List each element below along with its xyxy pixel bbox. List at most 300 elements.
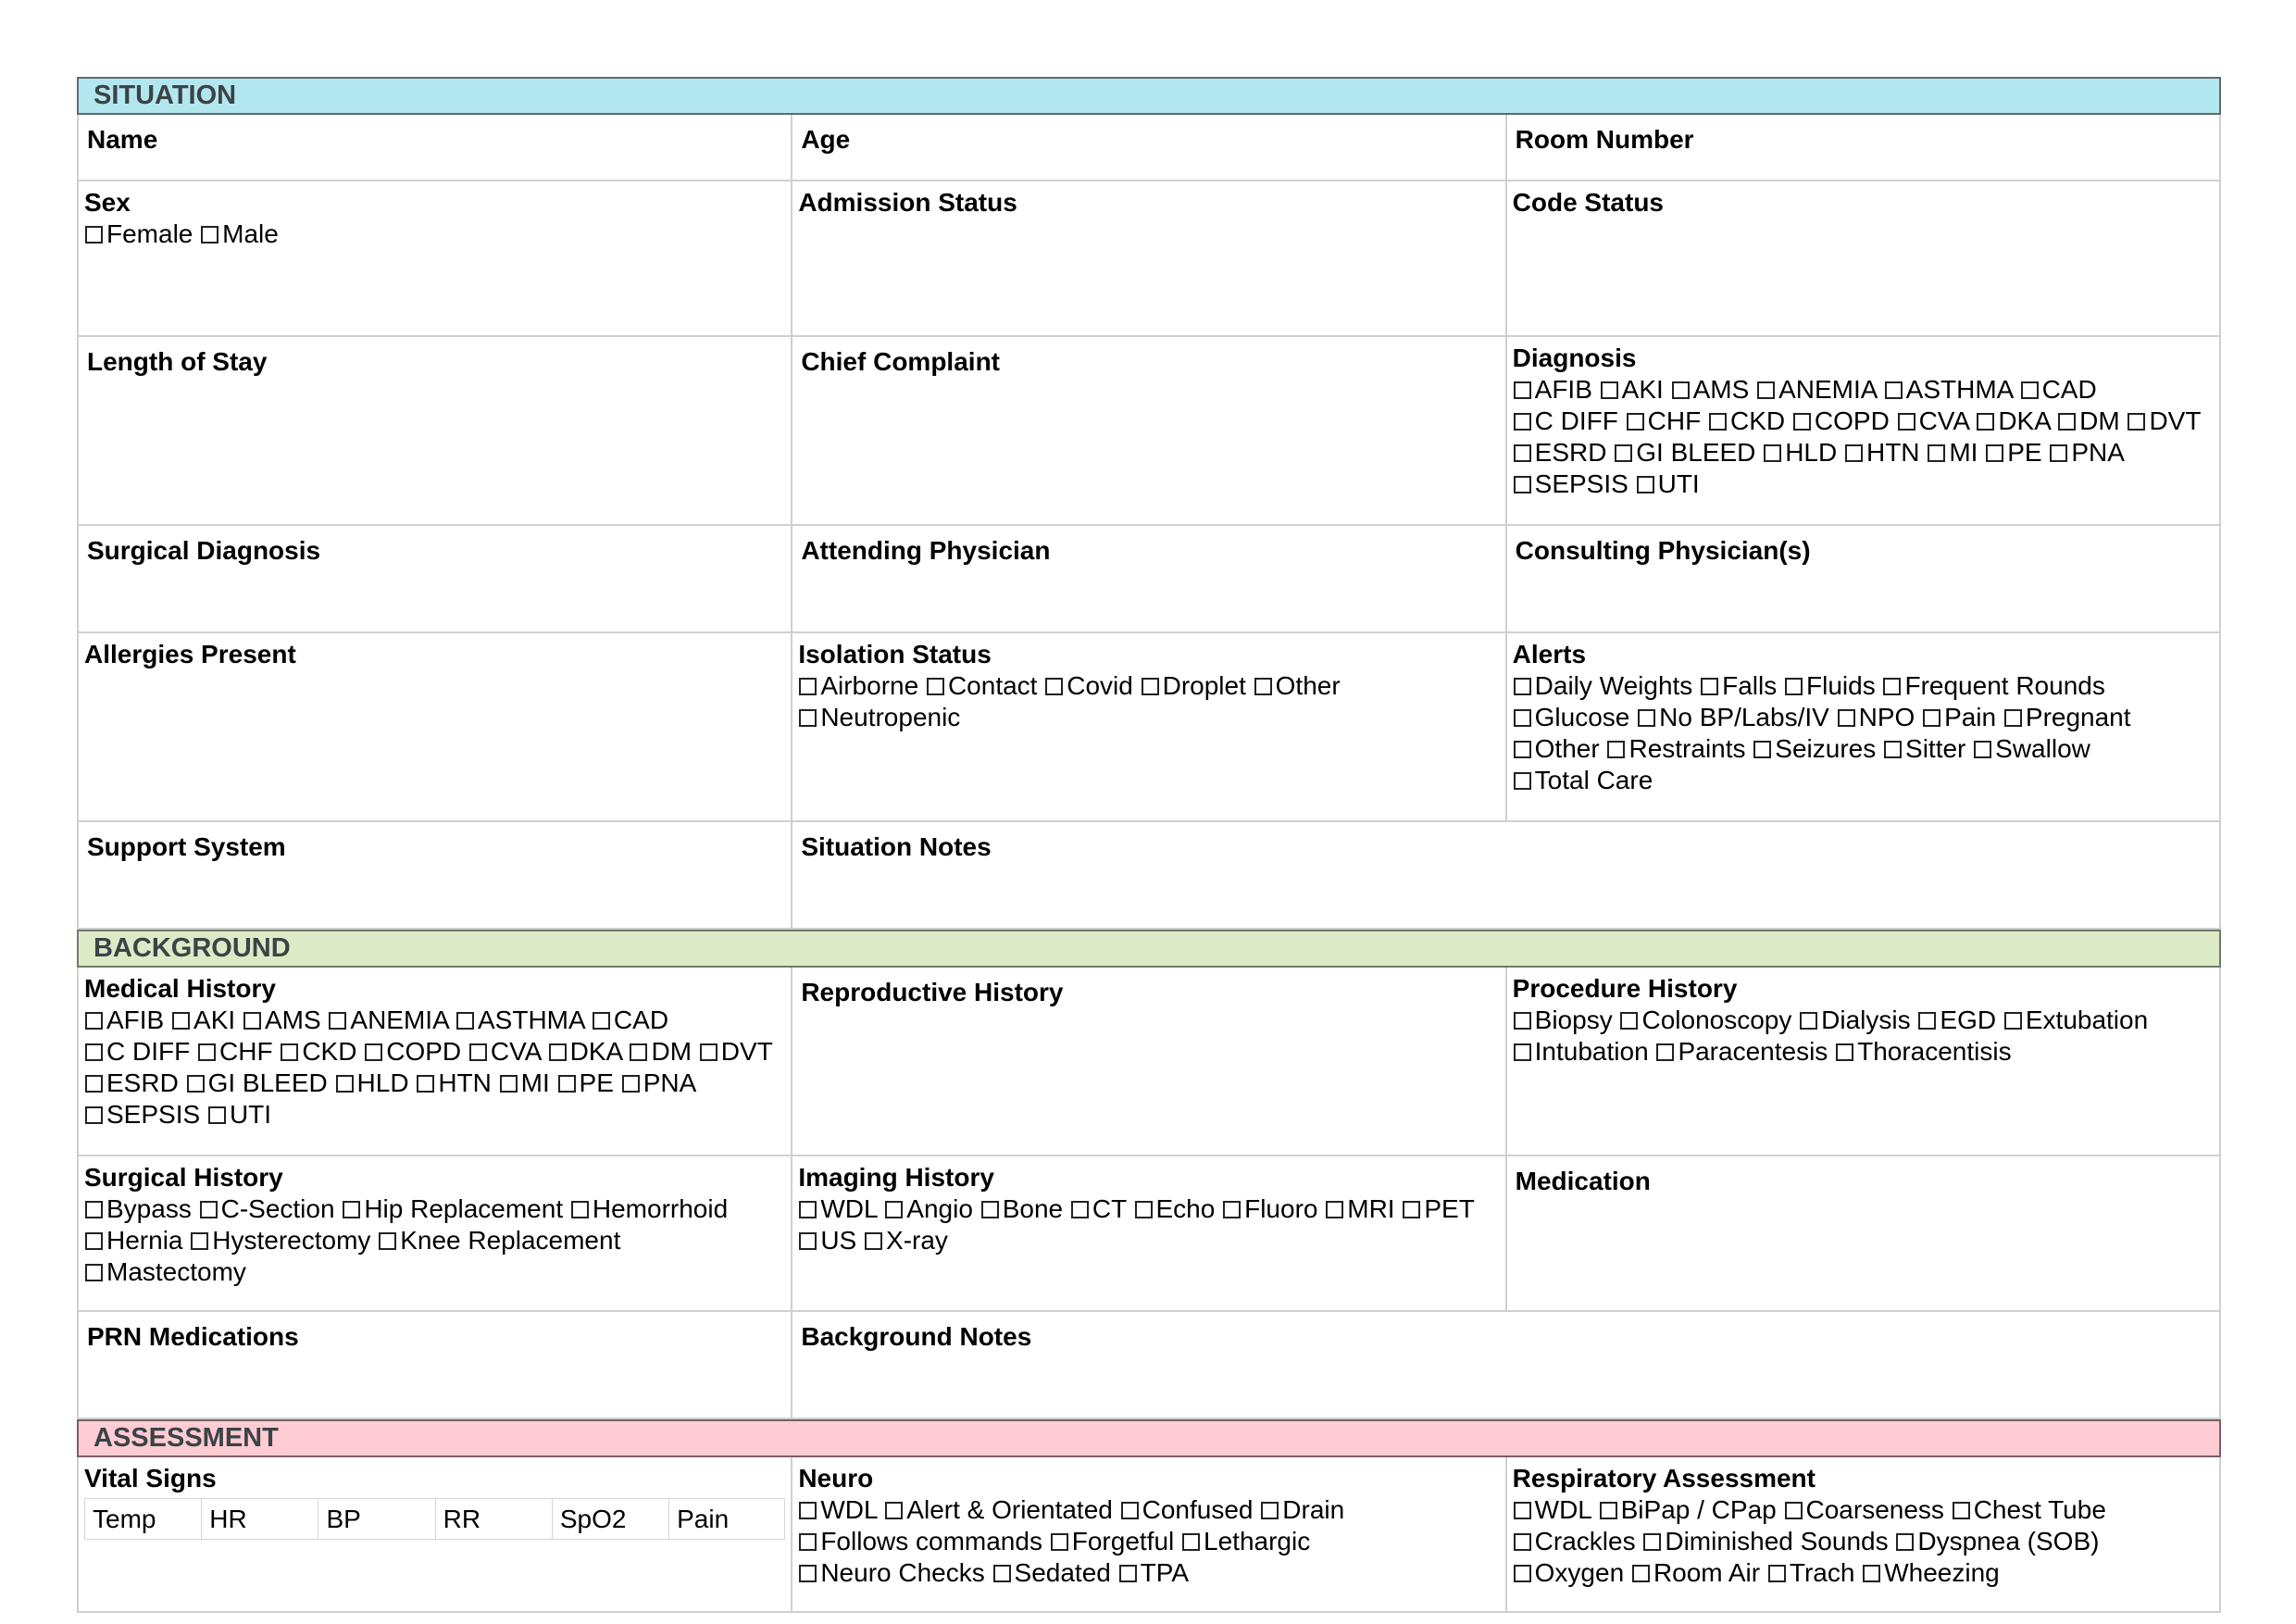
checkbox-icon[interactable] bbox=[1627, 413, 1644, 431]
checkbox-option-ams[interactable] bbox=[243, 1006, 321, 1034]
checkbox-icon[interactable] bbox=[1119, 1565, 1137, 1582]
checkbox-icon[interactable] bbox=[336, 1075, 354, 1093]
checkbox-icon[interactable] bbox=[191, 1232, 208, 1250]
checkbox-option-thoracentisis[interactable] bbox=[1835, 1037, 2012, 1066]
checkbox-label: Drain bbox=[1282, 1495, 1345, 1524]
checkbox-option-npo[interactable] bbox=[1837, 703, 1915, 731]
checkbox-option-c-diff[interactable] bbox=[1513, 406, 1618, 435]
checkbox-option-cad[interactable] bbox=[2020, 375, 2097, 404]
alerts-options bbox=[1513, 670, 2214, 796]
checkbox-option-afib[interactable] bbox=[1513, 375, 1592, 404]
checkbox-option-colonoscopy[interactable] bbox=[1619, 1006, 1791, 1034]
checkbox-option-afib[interactable] bbox=[84, 1006, 164, 1034]
checkbox-icon[interactable] bbox=[1045, 678, 1063, 695]
checkbox-option-ckd[interactable] bbox=[280, 1037, 356, 1066]
checkbox-option-pe[interactable] bbox=[1985, 438, 2041, 467]
checkbox-icon[interactable] bbox=[85, 1012, 103, 1030]
checkbox-label: Wheezing bbox=[1884, 1558, 2000, 1587]
checkbox-line bbox=[1513, 468, 2214, 500]
checkbox-icon[interactable] bbox=[549, 1043, 567, 1061]
checkbox-option-htn[interactable] bbox=[416, 1068, 492, 1097]
checkbox-icon[interactable] bbox=[558, 1075, 576, 1093]
checkbox-icon[interactable] bbox=[1884, 741, 1902, 758]
imaging-history-options bbox=[798, 1193, 1499, 1256]
checkbox-icon[interactable] bbox=[1514, 678, 1531, 695]
checkbox-icon[interactable] bbox=[85, 226, 103, 244]
checkbox-icon[interactable] bbox=[1768, 1565, 1786, 1582]
checkbox-option-ams[interactable] bbox=[1671, 375, 1750, 404]
checkbox-option-esrd[interactable] bbox=[1513, 438, 1607, 467]
vital-column-temp[interactable]: Temp bbox=[84, 1498, 201, 1540]
checkbox-icon[interactable] bbox=[1223, 1201, 1241, 1218]
checkbox-option-anemia[interactable] bbox=[328, 1006, 448, 1034]
checkbox-option-pna[interactable] bbox=[621, 1068, 697, 1097]
checkbox-icon[interactable] bbox=[1953, 1502, 1970, 1519]
checkbox-option-dvt[interactable] bbox=[2127, 406, 2201, 435]
checkbox-option-bipap-cpap[interactable] bbox=[1599, 1495, 1777, 1524]
code-status-field[interactable] bbox=[1507, 181, 2221, 337]
checkbox-icon[interactable] bbox=[799, 678, 817, 695]
checkbox-option-no-bp-labs-iv[interactable] bbox=[1637, 703, 1829, 731]
situation-notes-label: Situation Notes bbox=[801, 832, 992, 861]
checkbox-icon[interactable] bbox=[799, 709, 817, 727]
checkbox-icon[interactable] bbox=[1514, 741, 1531, 758]
support-system-field[interactable] bbox=[79, 822, 792, 930]
checkbox-option-hernia[interactable] bbox=[84, 1226, 182, 1255]
medical-history-label: Medical History bbox=[84, 974, 276, 1003]
surgical-diagnosis-label: Surgical Diagnosis bbox=[87, 536, 321, 565]
checkbox-icon[interactable] bbox=[1883, 678, 1901, 695]
checkbox-icon[interactable] bbox=[1261, 1502, 1279, 1519]
checkbox-option-pna[interactable] bbox=[2049, 438, 2125, 467]
checkbox-option-total-care[interactable] bbox=[1513, 766, 1653, 794]
checkbox-option-forgetful[interactable] bbox=[1050, 1527, 1175, 1555]
checkbox-icon[interactable] bbox=[187, 1075, 205, 1093]
checkbox-icon[interactable] bbox=[1656, 1043, 1674, 1061]
checkbox-option-chest-tube[interactable] bbox=[1952, 1495, 2106, 1524]
checkbox-icon[interactable] bbox=[1974, 741, 1991, 758]
checkbox-option-c-section[interactable] bbox=[199, 1194, 335, 1223]
checkbox-option-fluids[interactable] bbox=[1784, 671, 1876, 700]
checkbox-label: HLD bbox=[1785, 438, 1838, 467]
checkbox-icon[interactable] bbox=[85, 1043, 103, 1061]
name-label: Name bbox=[87, 125, 158, 154]
checkbox-label: C-Section bbox=[220, 1194, 335, 1223]
checkbox-icon[interactable] bbox=[1514, 772, 1531, 790]
checkbox-option-bypass[interactable] bbox=[84, 1194, 192, 1223]
situation-notes-field[interactable] bbox=[792, 822, 2221, 930]
checkbox-option-hld[interactable] bbox=[335, 1068, 409, 1097]
chief-complaint-label: Chief Complaint bbox=[801, 347, 1000, 376]
checkbox-icon[interactable] bbox=[1514, 1533, 1531, 1551]
checkbox-icon[interactable] bbox=[885, 1201, 903, 1218]
checkbox-icon[interactable] bbox=[1615, 444, 1632, 462]
checkbox-icon[interactable] bbox=[1326, 1201, 1343, 1218]
checkbox-option-uti[interactable] bbox=[207, 1100, 271, 1129]
diagnosis-options bbox=[1513, 374, 2214, 500]
checkbox-label: Hemorrhoid bbox=[592, 1194, 729, 1223]
checkbox-option-copd[interactable] bbox=[1792, 406, 1890, 435]
checkbox-option-fluoro[interactable] bbox=[1222, 1194, 1317, 1223]
checkbox-icon[interactable] bbox=[329, 1012, 346, 1030]
checkbox-icon[interactable] bbox=[1928, 444, 1945, 462]
checkbox-label: CHF bbox=[1647, 406, 1702, 435]
checkbox-label: NPO bbox=[1858, 703, 1915, 731]
checkbox-icon[interactable] bbox=[1607, 741, 1625, 758]
checkbox-icon[interactable] bbox=[1836, 1043, 1853, 1061]
checkbox-icon[interactable] bbox=[1800, 1012, 1817, 1030]
checkbox-label: CVA bbox=[1918, 406, 1969, 435]
checkbox-label: Other bbox=[1534, 734, 1600, 763]
prn-medications-field[interactable] bbox=[79, 1312, 792, 1419]
checkbox-icon[interactable] bbox=[1918, 1012, 1936, 1030]
checkbox-option-extubation[interactable] bbox=[2003, 1006, 2148, 1034]
checkbox-option-dialysis[interactable] bbox=[1799, 1006, 1910, 1034]
checkbox-option-covid[interactable] bbox=[1044, 671, 1133, 700]
checkbox-option-c-diff[interactable] bbox=[84, 1037, 190, 1066]
checkbox-icon[interactable] bbox=[1514, 1012, 1531, 1030]
checkbox-option-uti[interactable] bbox=[1636, 469, 1700, 498]
checkbox-option-sitter[interactable] bbox=[1883, 734, 1965, 763]
checkbox-option-knee-replacement[interactable] bbox=[378, 1226, 620, 1255]
checkbox-option-echo[interactable] bbox=[1134, 1194, 1216, 1223]
checkbox-icon[interactable] bbox=[1514, 709, 1531, 727]
checkbox-icon[interactable] bbox=[1637, 476, 1654, 493]
checkbox-icon[interactable] bbox=[1514, 413, 1531, 431]
checkbox-label: Confused bbox=[1142, 1495, 1254, 1524]
checkbox-icon[interactable] bbox=[622, 1075, 640, 1093]
checkbox-icon[interactable] bbox=[1709, 413, 1727, 431]
checkbox-label: PE bbox=[2007, 438, 2042, 467]
checkbox-option-aki[interactable] bbox=[171, 1006, 235, 1034]
checkbox-icon[interactable] bbox=[1701, 678, 1718, 695]
checkbox-option-biopsy[interactable] bbox=[1513, 1006, 1613, 1034]
checkbox-option-pet[interactable] bbox=[1402, 1194, 1474, 1223]
checkbox-icon[interactable] bbox=[200, 1201, 218, 1218]
checkbox-option-tpa[interactable] bbox=[1118, 1558, 1189, 1587]
reproductive-history-field[interactable] bbox=[792, 968, 1506, 1156]
checkbox-icon[interactable] bbox=[1601, 381, 1618, 399]
checkbox-label: Chest Tube bbox=[1973, 1495, 2106, 1524]
medication-field[interactable] bbox=[1507, 1156, 2221, 1312]
checkbox-option-dyspnea-sob[interactable] bbox=[1895, 1527, 2099, 1555]
checkbox-option-wdl[interactable] bbox=[798, 1495, 877, 1524]
checkbox-label: Other bbox=[1275, 671, 1341, 700]
admission-status-field[interactable] bbox=[792, 181, 1506, 337]
respiratory-assessment-label: Respiratory Assessment bbox=[1512, 1464, 1816, 1493]
checkbox-icon[interactable] bbox=[343, 1201, 360, 1218]
checkbox-icon[interactable] bbox=[1898, 413, 1915, 431]
checkbox-option-sepsis[interactable] bbox=[1513, 469, 1628, 498]
checkbox-option-ckd[interactable] bbox=[1708, 406, 1785, 435]
checkbox-line bbox=[84, 1225, 785, 1256]
checkbox-icon[interactable] bbox=[243, 1012, 261, 1030]
checkbox-icon[interactable] bbox=[1514, 476, 1531, 493]
checkbox-option-dvt[interactable] bbox=[699, 1037, 773, 1066]
checkbox-icon[interactable] bbox=[85, 1106, 103, 1124]
checkbox-icon[interactable] bbox=[1753, 741, 1771, 758]
chief-complaint-field[interactable] bbox=[792, 337, 1506, 526]
checkbox-label: Intubation bbox=[1534, 1037, 1649, 1066]
room-number-field[interactable] bbox=[1507, 115, 2221, 181]
checkbox-option-restraints[interactable] bbox=[1606, 734, 1745, 763]
checkbox-option-gi-bleed[interactable] bbox=[186, 1068, 328, 1097]
checkbox-icon[interactable] bbox=[1142, 678, 1159, 695]
checkbox-option-wheezing[interactable] bbox=[1862, 1558, 2000, 1587]
checkbox-line bbox=[84, 1036, 785, 1068]
checkbox-icon[interactable] bbox=[201, 226, 218, 244]
checkbox-icon[interactable] bbox=[1885, 381, 1903, 399]
checkbox-icon[interactable] bbox=[1632, 1565, 1650, 1582]
checkbox-icon[interactable] bbox=[1863, 1565, 1880, 1582]
checkbox-option-dka[interactable] bbox=[1976, 406, 2050, 435]
checkbox-option-trach[interactable] bbox=[1767, 1558, 1855, 1587]
checkbox-option-wdl[interactable] bbox=[798, 1194, 877, 1223]
checkbox-option-dm[interactable] bbox=[2057, 406, 2120, 435]
checkbox-option-ct[interactable] bbox=[1070, 1194, 1127, 1223]
checkbox-icon[interactable] bbox=[417, 1075, 434, 1093]
checkbox-label: Mastectomy bbox=[106, 1257, 246, 1286]
checkbox-option-dm[interactable] bbox=[629, 1037, 692, 1066]
checkbox-option-neutropenic[interactable] bbox=[798, 703, 960, 731]
checkbox-label: CHF bbox=[219, 1037, 273, 1066]
checkbox-icon[interactable] bbox=[799, 1533, 817, 1551]
checkbox-label: Lethargic bbox=[1204, 1527, 1311, 1555]
checkbox-icon[interactable] bbox=[2128, 413, 2145, 431]
checkbox-option-cva[interactable] bbox=[468, 1037, 541, 1066]
checkbox-icon[interactable] bbox=[1986, 444, 2003, 462]
checkbox-label: Female bbox=[106, 219, 193, 248]
checkbox-icon[interactable] bbox=[700, 1043, 718, 1061]
checkbox-icon[interactable] bbox=[630, 1043, 647, 1061]
checkbox-option-drain[interactable] bbox=[1260, 1495, 1344, 1524]
checkbox-icon[interactable] bbox=[198, 1043, 216, 1061]
checkbox-icon[interactable] bbox=[500, 1075, 518, 1093]
attending-physician-field[interactable] bbox=[792, 526, 1506, 633]
checkbox-option-pe[interactable] bbox=[557, 1068, 614, 1097]
checkbox-option-sepsis[interactable] bbox=[84, 1100, 200, 1129]
situation-row-4 bbox=[77, 526, 2221, 633]
checkbox-icon[interactable] bbox=[799, 1201, 817, 1218]
checkbox-option-follows-commands[interactable] bbox=[798, 1527, 1042, 1555]
checkbox-label: ESRD bbox=[106, 1068, 179, 1097]
checkbox-icon[interactable] bbox=[85, 1264, 103, 1281]
checkbox-option-angio[interactable] bbox=[884, 1194, 973, 1223]
checkbox-icon[interactable] bbox=[1793, 413, 1811, 431]
checkbox-icon[interactable] bbox=[1514, 1565, 1531, 1582]
checkbox-label: Knee Replacement bbox=[400, 1226, 621, 1255]
vital-column-spo2[interactable]: SpO2 bbox=[552, 1498, 668, 1540]
checkbox-icon[interactable] bbox=[1121, 1502, 1139, 1519]
neuro-options bbox=[798, 1494, 1499, 1589]
checkbox-option-swallow[interactable] bbox=[1973, 734, 2090, 763]
checkbox-option-cad[interactable] bbox=[592, 1006, 668, 1034]
checkbox-icon[interactable] bbox=[1672, 381, 1690, 399]
checkbox-icon[interactable] bbox=[593, 1012, 610, 1030]
checkbox-option-chf[interactable] bbox=[197, 1037, 273, 1066]
checkbox-icon[interactable] bbox=[1514, 444, 1531, 462]
checkbox-label: GI BLEED bbox=[1636, 438, 1756, 467]
checkbox-icon[interactable] bbox=[85, 1075, 103, 1093]
checkbox-option-seizures[interactable] bbox=[1753, 734, 1876, 763]
checkbox-icon[interactable] bbox=[379, 1232, 396, 1250]
checkbox-icon[interactable] bbox=[2004, 709, 2022, 727]
checkbox-option-anemia[interactable] bbox=[1756, 375, 1877, 404]
checkbox-option-mi[interactable] bbox=[1927, 438, 1978, 467]
checkbox-option-contact[interactable] bbox=[926, 671, 1038, 700]
vital-column-rr[interactable]: RR bbox=[435, 1498, 552, 1540]
situation-row-2 bbox=[77, 181, 2221, 337]
checkbox-option-asthma[interactable] bbox=[455, 1006, 584, 1034]
checkbox-option-copd[interactable] bbox=[364, 1037, 461, 1066]
checkbox-option-mi[interactable] bbox=[499, 1068, 550, 1097]
checkbox-icon[interactable] bbox=[1764, 444, 1781, 462]
checkbox-option-coarseness[interactable] bbox=[1784, 1495, 1944, 1524]
checkbox-icon[interactable] bbox=[1051, 1533, 1068, 1551]
checkbox-option-falls[interactable] bbox=[1700, 671, 1777, 700]
checkbox-icon[interactable] bbox=[469, 1043, 487, 1061]
checkbox-line bbox=[798, 1526, 1499, 1557]
checkbox-label: COPD bbox=[386, 1037, 462, 1066]
checkbox-icon[interactable] bbox=[799, 1502, 817, 1519]
checkbox-option-dka[interactable] bbox=[548, 1037, 622, 1066]
checkbox-icon[interactable] bbox=[1254, 678, 1272, 695]
checkbox-option-confused[interactable] bbox=[1120, 1495, 1254, 1524]
checkbox-option-pregnant[interactable] bbox=[2003, 703, 2131, 731]
checkbox-option-pain[interactable] bbox=[1922, 703, 1996, 731]
checkbox-option-daily-weights[interactable] bbox=[1513, 671, 1693, 700]
checkbox-option-female[interactable] bbox=[84, 219, 193, 248]
checkbox-icon[interactable] bbox=[885, 1502, 903, 1519]
checkbox-label: AKI bbox=[193, 1006, 236, 1034]
checkbox-option-diminished-sounds[interactable] bbox=[1642, 1527, 1888, 1555]
checkbox-option-sedated[interactable] bbox=[992, 1558, 1111, 1587]
checkbox-option-egd[interactable] bbox=[1917, 1006, 1996, 1034]
checkbox-option-us[interactable] bbox=[798, 1226, 856, 1255]
checkbox-icon[interactable] bbox=[1923, 709, 1940, 727]
checkbox-icon[interactable] bbox=[281, 1043, 298, 1061]
checkbox-icon[interactable] bbox=[799, 1565, 817, 1582]
checkbox-icon[interactable] bbox=[208, 1106, 226, 1124]
checkbox-option-wdl[interactable] bbox=[1513, 1495, 1591, 1524]
checkbox-icon[interactable] bbox=[1977, 413, 1994, 431]
checkbox-option-neuro-checks[interactable] bbox=[798, 1558, 984, 1587]
checkbox-icon[interactable] bbox=[1403, 1201, 1420, 1218]
checkbox-option-esrd[interactable] bbox=[84, 1068, 179, 1097]
checkbox-option-other[interactable] bbox=[1513, 734, 1600, 763]
checkbox-icon[interactable] bbox=[1896, 1533, 1914, 1551]
checkbox-icon[interactable] bbox=[2021, 381, 2039, 399]
checkbox-option-mastectomy[interactable] bbox=[84, 1257, 246, 1286]
checkbox-icon[interactable] bbox=[1600, 1502, 1617, 1519]
checkbox-icon[interactable] bbox=[865, 1232, 882, 1250]
checkbox-icon[interactable] bbox=[2058, 413, 2076, 431]
checkbox-icon[interactable] bbox=[799, 1232, 817, 1250]
checkbox-option-airborne[interactable] bbox=[798, 671, 918, 700]
age-field[interactable] bbox=[792, 115, 1506, 181]
checkbox-option-droplet[interactable] bbox=[1141, 671, 1246, 700]
surgical-diagnosis-field[interactable] bbox=[79, 526, 792, 633]
checkbox-option-bone[interactable] bbox=[980, 1194, 1063, 1223]
checkbox-option-alert-orientated[interactable] bbox=[884, 1495, 1113, 1524]
name-field[interactable] bbox=[79, 115, 792, 181]
checkbox-option-gi-bleed[interactable] bbox=[1614, 438, 1755, 467]
checkbox-icon[interactable] bbox=[85, 1232, 103, 1250]
vital-column-hr[interactable]: HR bbox=[201, 1498, 318, 1540]
checkbox-icon[interactable] bbox=[1785, 678, 1803, 695]
checkbox-icon[interactable] bbox=[1845, 444, 1863, 462]
checkbox-icon[interactable] bbox=[172, 1012, 190, 1030]
checkbox-icon[interactable] bbox=[1182, 1533, 1200, 1551]
checkbox-icon[interactable] bbox=[1071, 1201, 1089, 1218]
checkbox-option-male[interactable] bbox=[200, 219, 279, 248]
checkbox-option-chf[interactable] bbox=[1626, 406, 1702, 435]
checkbox-icon[interactable] bbox=[365, 1043, 382, 1061]
checkbox-option-cva[interactable] bbox=[1897, 406, 1969, 435]
checkbox-option-other[interactable] bbox=[1254, 671, 1341, 700]
checkbox-icon[interactable] bbox=[1514, 381, 1531, 399]
checkbox-option-paracentesis[interactable] bbox=[1655, 1037, 1828, 1066]
checkbox-option-frequent-rounds[interactable] bbox=[1882, 671, 2104, 700]
checkbox-option-mri[interactable] bbox=[1325, 1194, 1394, 1223]
checkbox-option-asthma[interactable] bbox=[1884, 375, 2013, 404]
checkbox-option-lethargic[interactable] bbox=[1181, 1527, 1310, 1555]
checkbox-option-intubation[interactable] bbox=[1513, 1037, 1649, 1066]
checkbox-icon[interactable] bbox=[1514, 1043, 1531, 1061]
allergies-field[interactable] bbox=[79, 633, 792, 822]
checkbox-icon[interactable] bbox=[1514, 1502, 1531, 1519]
checkbox-icon[interactable] bbox=[456, 1012, 474, 1030]
checkbox-option-x-ray[interactable] bbox=[864, 1226, 948, 1255]
checkbox-option-hemorrhoid[interactable] bbox=[570, 1194, 728, 1223]
checkbox-label: X-ray bbox=[886, 1226, 948, 1255]
vital-column-bp[interactable]: BP bbox=[318, 1498, 434, 1540]
checkbox-option-glucose[interactable] bbox=[1513, 703, 1630, 731]
checkbox-line bbox=[798, 670, 1499, 702]
checkbox-option-hysterectomy[interactable] bbox=[190, 1226, 370, 1255]
checkbox-icon[interactable] bbox=[993, 1565, 1011, 1582]
checkbox-option-room-air[interactable] bbox=[1631, 1558, 1760, 1587]
checkbox-line bbox=[1513, 1557, 2214, 1589]
checkbox-icon[interactable] bbox=[927, 678, 944, 695]
checkbox-option-hld[interactable] bbox=[1763, 438, 1837, 467]
diagnosis-field bbox=[1507, 337, 2221, 526]
vital-column-pain[interactable]: Pain bbox=[668, 1498, 785, 1540]
background-notes-field[interactable] bbox=[792, 1312, 2221, 1419]
checkbox-icon[interactable] bbox=[1135, 1201, 1153, 1218]
checkbox-icon[interactable] bbox=[85, 1201, 103, 1218]
checkbox-icon[interactable] bbox=[1620, 1012, 1638, 1030]
length-of-stay-field[interactable] bbox=[79, 337, 792, 526]
checkbox-option-crackles[interactable] bbox=[1513, 1527, 1636, 1555]
checkbox-label: CAD bbox=[2041, 375, 2097, 404]
checkbox-icon[interactable] bbox=[571, 1201, 589, 1218]
checkbox-icon[interactable] bbox=[981, 1201, 999, 1218]
checkbox-icon[interactable] bbox=[1838, 709, 1855, 727]
checkbox-icon[interactable] bbox=[1785, 1502, 1803, 1519]
checkbox-option-htn[interactable] bbox=[1844, 438, 1920, 467]
checkbox-label: Follows commands bbox=[820, 1527, 1042, 1555]
checkbox-option-oxygen[interactable] bbox=[1513, 1558, 1625, 1587]
consulting-physician-field[interactable] bbox=[1507, 526, 2221, 633]
checkbox-icon[interactable] bbox=[1643, 1533, 1661, 1551]
checkbox-icon[interactable] bbox=[2004, 1012, 2022, 1030]
checkbox-icon[interactable] bbox=[1757, 381, 1775, 399]
checkbox-option-hip-replacement[interactable] bbox=[342, 1194, 563, 1223]
checkbox-icon[interactable] bbox=[1638, 709, 1655, 727]
checkbox-icon[interactable] bbox=[2050, 444, 2067, 462]
checkbox-option-aki[interactable] bbox=[1600, 375, 1664, 404]
